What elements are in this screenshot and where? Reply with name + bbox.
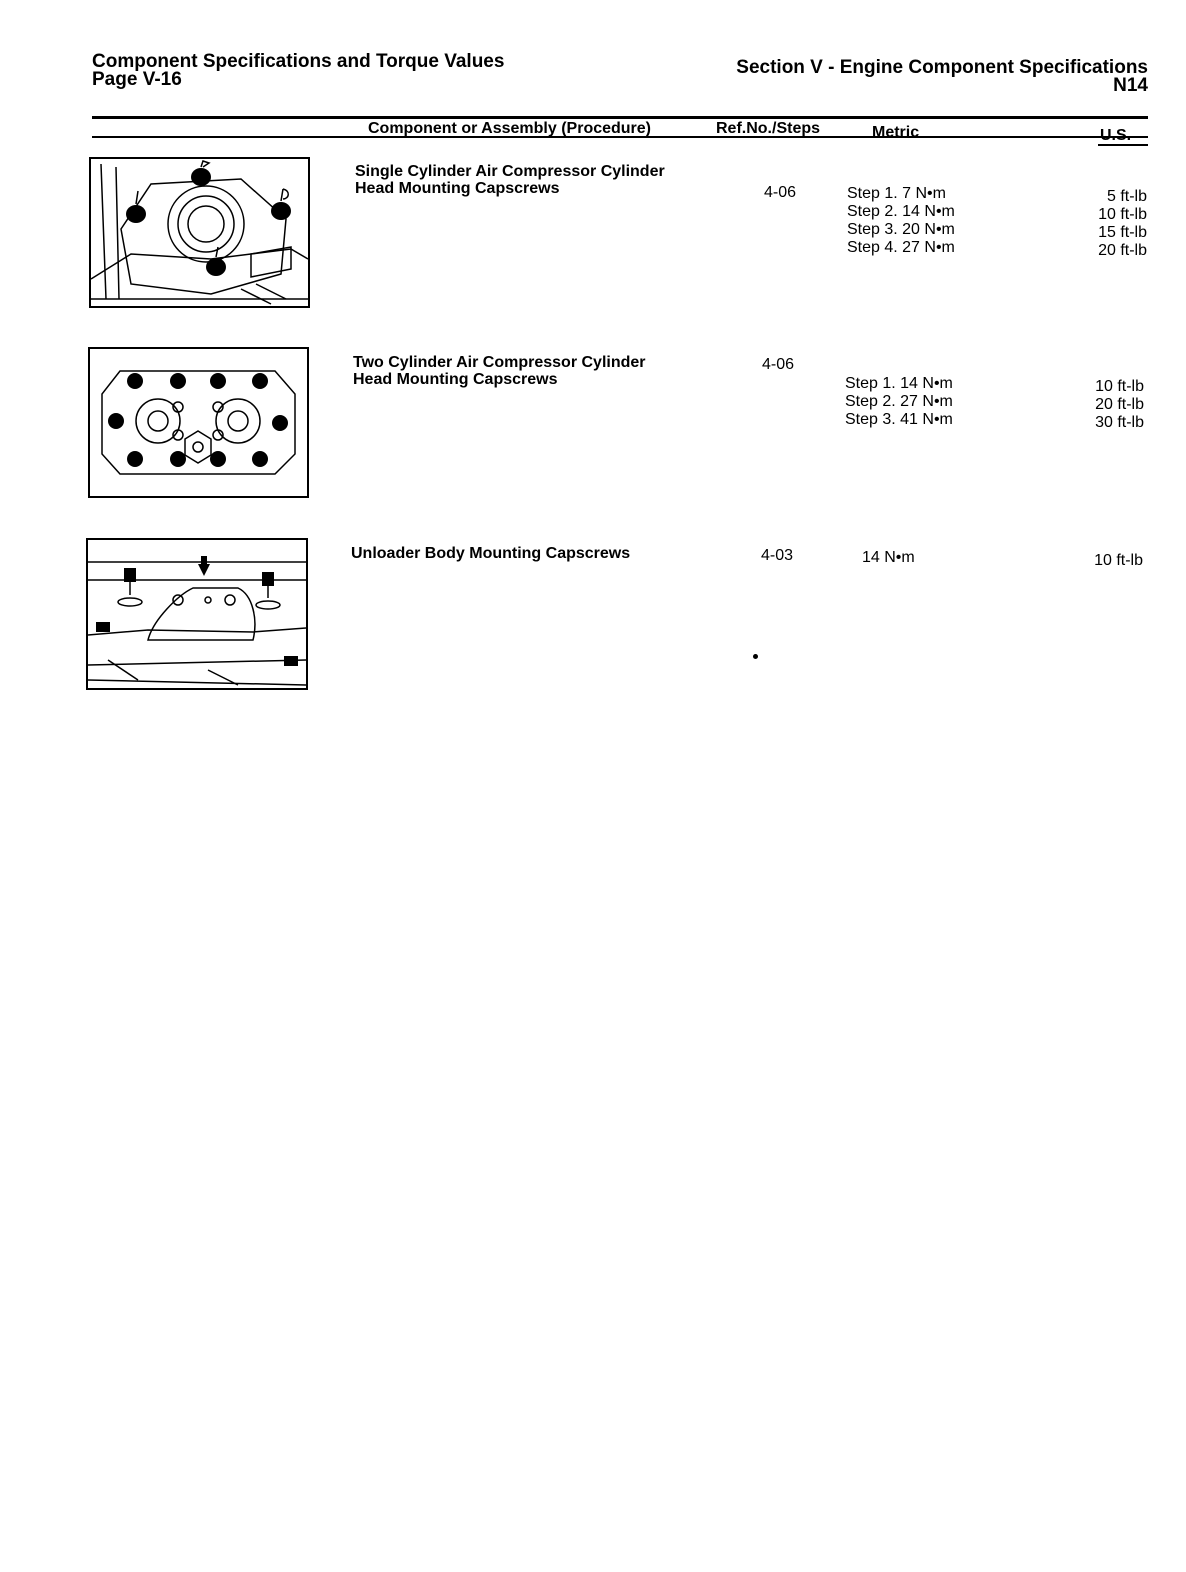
row2-us: [1044, 378, 1144, 432]
row1-metric: [847, 185, 955, 257]
row2-title-line2: Head Mounting Capscrews: [353, 371, 558, 388]
doc-title: [92, 53, 504, 89]
metric-step: Step 3. 20 N•m: [847, 221, 955, 238]
us-value: 10 ft-lb: [1098, 206, 1147, 223]
engine-model: N14: [1113, 75, 1148, 96]
row3-us: 10 ft-lb: [1094, 552, 1143, 569]
row1-title-line1: Single Cylinder Air Compressor Cylinder: [355, 163, 665, 180]
col-header-us: U.S.: [1100, 127, 1132, 144]
row2-ref: 4-06: [762, 356, 795, 373]
row3-title: Unloader Body Mounting Capscrews: [351, 545, 631, 562]
section-title: [736, 59, 1148, 95]
section-title-line1: Section V - Engine Component Specifications: [736, 57, 1148, 78]
stray-mark: [753, 654, 758, 659]
row2-metric: [845, 375, 953, 429]
col-header-metric: Metric: [872, 124, 920, 141]
us-value: 20 ft-lb: [1098, 242, 1147, 259]
us-value: 10 ft-lb: [1095, 378, 1144, 395]
page-number: Page V-16: [92, 69, 182, 90]
doc-title-line1: Component Specifications and Torque Values: [92, 51, 505, 72]
row1-us: [1047, 188, 1147, 260]
row3-metric: 14 N•m: [862, 549, 915, 566]
metric-step: Step 1. 7 N•m: [847, 185, 946, 202]
col-header-component: Component or Assembly (Procedure): [368, 120, 652, 137]
metric-step: Step 1. 14 N•m: [845, 375, 953, 392]
unloader-body-illustration: [86, 538, 308, 690]
us-value: 5 ft-lb: [1106, 188, 1147, 205]
single-cylinder-head-illustration: [89, 157, 310, 308]
header-rule-top: [92, 116, 1148, 119]
metric-step: Step 3. 41 N•m: [845, 411, 953, 428]
metric-step: Step 4. 27 N•m: [847, 239, 955, 256]
two-cylinder-head-illustration: [88, 347, 309, 498]
row1-ref: 4-06: [764, 184, 797, 201]
col-header-ref: Ref.No./Steps: [716, 120, 821, 137]
us-value: 20 ft-lb: [1095, 396, 1144, 413]
metric-step: Step 2. 27 N•m: [845, 393, 953, 410]
row1-title: [355, 163, 665, 197]
row2-title: [353, 354, 646, 388]
us-value: 30 ft-lb: [1095, 414, 1144, 431]
row3-ref: 4-03: [761, 547, 794, 564]
row2-title-line1: Two Cylinder Air Compressor Cylinder: [353, 354, 646, 371]
metric-step: Step 2. 14 N•m: [847, 203, 955, 220]
us-value: 15 ft-lb: [1098, 224, 1147, 241]
row1-title-line2: Head Mounting Capscrews: [355, 180, 560, 197]
